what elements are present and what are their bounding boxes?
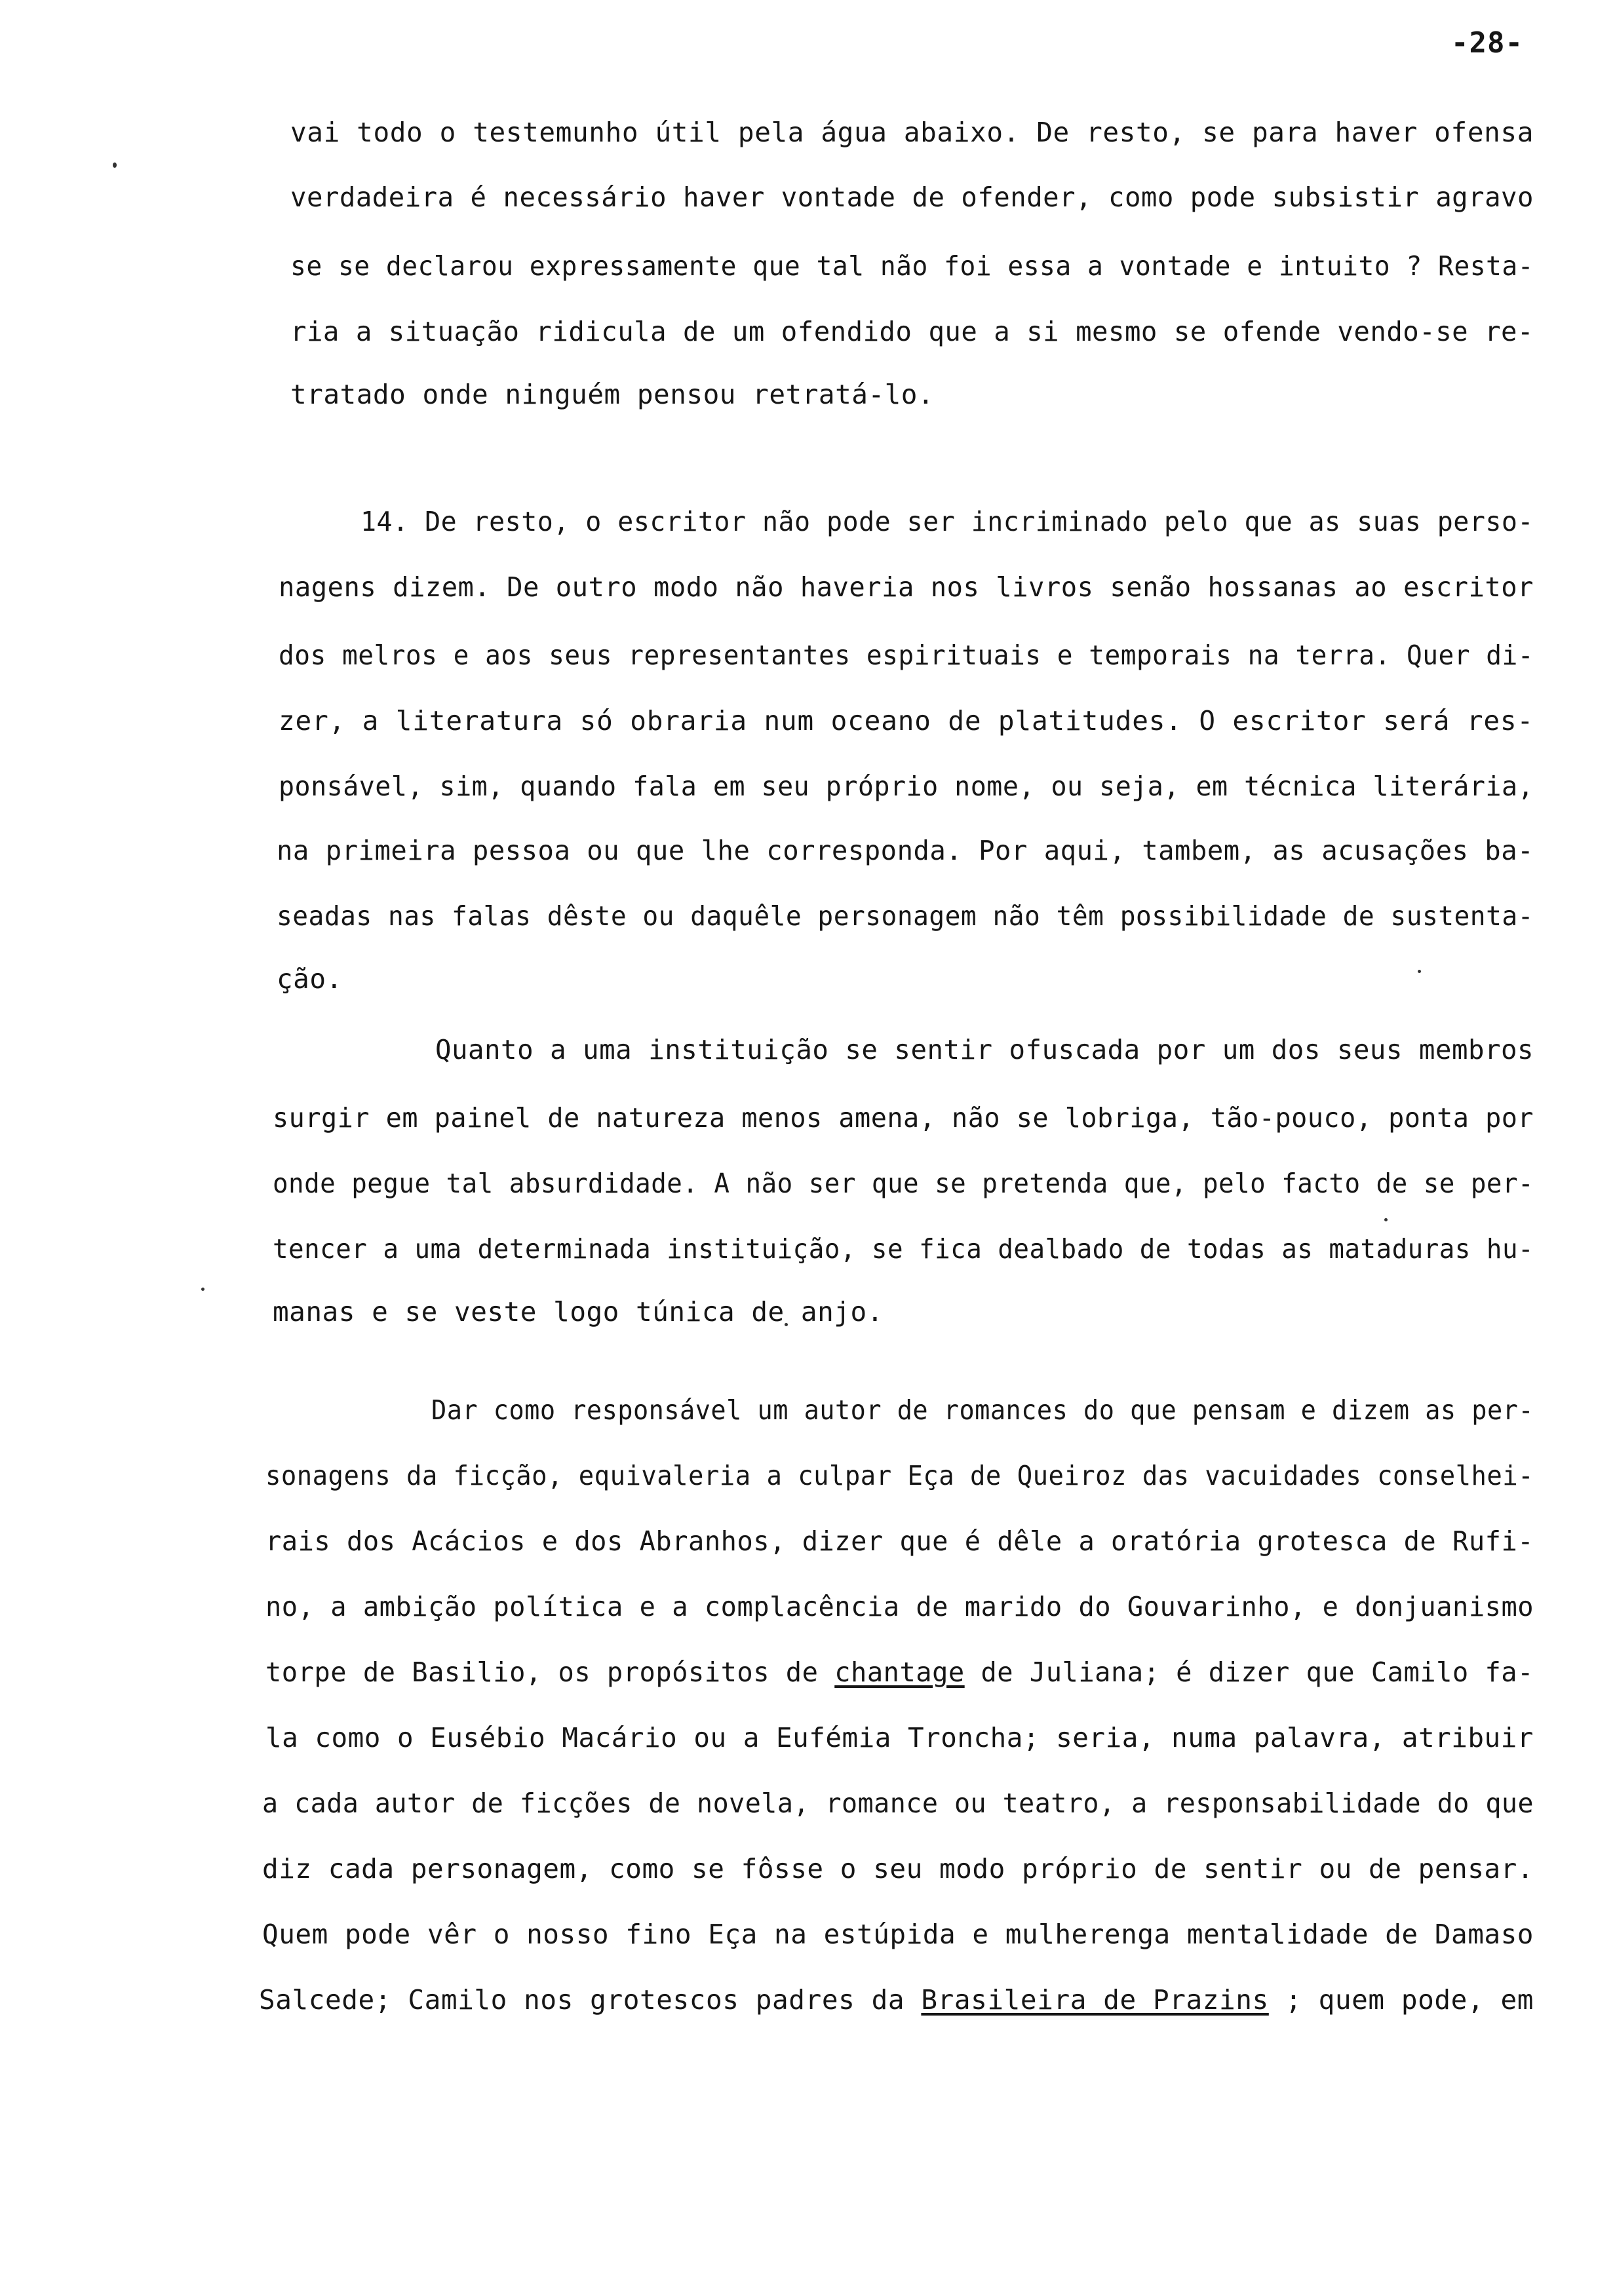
text-line: Quem pode vêr o nosso fino Eça na estúpida e mulherenga mentalidade de Damaso	[262, 1919, 1534, 1950]
text-line: tencer a uma determinada instituição, se fica dealbado de todas as mataduras hu-	[273, 1233, 1534, 1265]
text-line: sonagens da ficção, equivaleria a culpar Eça de Queiroz das vacuidades conselhei-	[265, 1460, 1534, 1491]
text-line: Dar como responsável um autor de romances do que pensam e dizem as per-	[431, 1394, 1534, 1426]
text-line: onde pegue tal absurdidade. A não ser que se pretenda que, pelo facto de se per-	[273, 1168, 1534, 1199]
scan-speck	[201, 1288, 204, 1291]
text-line: no, a ambição política e a complacência de marido do Gouvarinho, e donjuanismo	[265, 1591, 1534, 1622]
text-line: manas e se veste logo túnica de anjo.	[273, 1296, 884, 1328]
underlined-title: Brasileira de Prazins	[921, 1984, 1269, 2016]
text-line: seadas nas falas dêste ou daquêle personagem não têm possibilidade de sustenta-	[277, 900, 1534, 932]
text-line: la como o Eusébio Macário ou a Eufémia Troncha; seria, numa palavra, atribuir	[265, 1722, 1534, 1753]
text-line: torpe de Basilio, os propósitos de chantage de Juliana; é dizer que Camilo fa-	[265, 1656, 1534, 1688]
text-line: se se declarou expressamente que tal não foi essa a vontade e intuito ? Resta-	[290, 250, 1534, 282]
text-line: ria a situação ridicula de um ofendido que a si mesmo se ofende vendo-se re-	[290, 316, 1534, 347]
scan-speck	[1384, 1218, 1388, 1221]
text-line: a cada autor de ficções de novela, romance ou teatro, a responsabilidade do que	[262, 1788, 1534, 1819]
text-line: rais dos Acácios e dos Abranhos, dizer que é dêle a oratória grotesca de Rufi-	[265, 1525, 1534, 1557]
text-line: ponsável, sim, quando fala em seu próprio nome, ou seja, em técnica literária,	[279, 771, 1534, 802]
text-line: tratado onde ninguém pensou retratá-lo.	[290, 379, 935, 410]
text-line: vai todo o testemunho útil pela água abaixo. De resto, se para haver ofensa	[290, 117, 1534, 148]
text-line: Salcede; Camilo nos grotescos padres da Brasileira de Prazins ; quem pode, em	[259, 1984, 1534, 2016]
scan-speck	[1418, 970, 1421, 973]
text-line: zer, a literatura só obraria num oceano de platitudes. O escritor será res-	[279, 705, 1534, 737]
page-number: -28-	[1451, 26, 1523, 60]
text-line: nagens dizem. De outro modo não haveria nos livros senão hossanas ao escritor	[279, 571, 1534, 603]
text-line: Quanto a uma instituição se sentir ofuscada por um dos seus membros	[435, 1034, 1534, 1065]
text-line: ção.	[277, 963, 343, 995]
text-line: na primeira pessoa ou que lhe corresponda. Por aqui, tambem, as acusações ba-	[277, 835, 1534, 866]
scan-speck	[113, 163, 117, 168]
underlined-title: chantage	[834, 1656, 965, 1688]
text-line: surgir em painel de natureza menos amena, não se lobriga, tão-pouco, ponta por	[273, 1102, 1534, 1134]
text-line: dos melros e aos seus representantes espirituais e temporais na terra. Quer di-	[279, 640, 1534, 671]
text-line: verdadeira é necessário haver vontade de ofender, como pode subsistir agravo	[290, 182, 1534, 213]
text-line: diz cada personagem, como se fôsse o seu modo próprio de sentir ou de pensar.	[262, 1853, 1534, 1885]
text-line: 14. De resto, o escritor não pode ser incriminado pelo que as suas perso-	[360, 506, 1534, 537]
